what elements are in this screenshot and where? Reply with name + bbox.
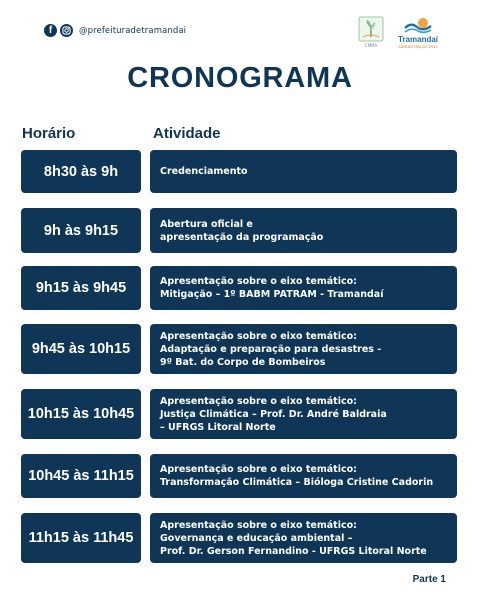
activity-line: apresentação da programação — [160, 231, 324, 243]
instagram-icon[interactable] — [60, 24, 73, 37]
activity-line: Transformação Climática – Bióloga Cristine Cadorin — [160, 477, 434, 488]
activity-line: – UFRGS Litoral Norte — [160, 421, 276, 433]
page-title: CRONOGRAMA — [127, 62, 353, 94]
schedule-row — [21, 454, 457, 498]
schedule-row — [21, 389, 457, 439]
schedule-time: 9h45 às 10h15 — [21, 324, 141, 374]
schedule-time: 9h às 9h15 — [21, 208, 141, 253]
schedule-time: 10h45 às 11h15 — [21, 454, 141, 498]
cmma-logo — [356, 16, 386, 50]
schedule-row — [21, 324, 457, 374]
activity-line: Abertura oficial e — [160, 218, 253, 230]
schedule-activity — [150, 208, 457, 253]
activity-line: Mitigação – 1º BABM PATRAM - Tramandaí — [160, 289, 384, 300]
tramandai-sun-wave-icon — [403, 16, 433, 34]
schedule-activity — [150, 324, 457, 374]
activity-line: Credenciamento — [160, 166, 248, 177]
schedule-row — [21, 513, 457, 563]
schedule-time: 9h15 às 9h45 — [21, 266, 141, 310]
page-footer: Parte 1 — [412, 574, 446, 585]
schedule-activity — [150, 513, 457, 563]
tramandai-logo-sub: ADMINISTRAÇÃO 2025 — [398, 45, 438, 49]
activity-line: 9º Bat. do Corpo de Bombeiros — [160, 356, 326, 368]
activity-line: Apresentação sobre o eixo temático: — [160, 464, 357, 475]
activity-line: Apresentação sobre o eixo temático: — [160, 519, 357, 531]
activity-line: Apresentação sobre o eixo temático: — [160, 395, 357, 407]
schedule-time: 10h15 às 10h45 — [21, 389, 141, 439]
column-header-time: Horário — [22, 125, 76, 142]
tramandai-logo-name: Tramandaí — [398, 35, 439, 44]
activity-line: Prof. Dr. Gerson Fernandino - UFRGS Litoral Norte — [160, 545, 427, 557]
schedule-activity — [150, 150, 457, 193]
column-header-activity: Atividade — [153, 125, 221, 142]
schedule-activity — [150, 454, 457, 498]
activity-line: Adaptação e preparação para desastres - — [160, 343, 382, 355]
schedule-time: 11h15 às 11h45 — [21, 513, 141, 563]
schedule-row — [21, 266, 457, 310]
schedule-activity — [150, 266, 457, 310]
header-logos — [356, 16, 438, 50]
activity-line: Apresentação sobre o eixo temático: — [160, 330, 357, 342]
activity-line: Governança e educação ambiental – — [160, 532, 353, 544]
facebook-icon[interactable]: f — [44, 24, 57, 37]
social-handle[interactable]: @prefeituradetramandai — [79, 25, 187, 36]
schedule-row — [21, 150, 457, 193]
tramandai-logo — [398, 16, 438, 49]
social-bar — [44, 24, 186, 37]
activity-line: Justiça Climática – Prof. Dr. André Baldraia — [160, 408, 387, 420]
schedule-activity — [150, 389, 457, 439]
schedule-time: 8h30 às 9h — [21, 150, 141, 193]
cmma-logo-text: CMMA — [364, 43, 378, 48]
activity-line: Apresentação sobre o eixo temático: — [160, 276, 357, 287]
schedule-row — [21, 208, 457, 253]
cmma-emblem-icon — [358, 16, 384, 42]
